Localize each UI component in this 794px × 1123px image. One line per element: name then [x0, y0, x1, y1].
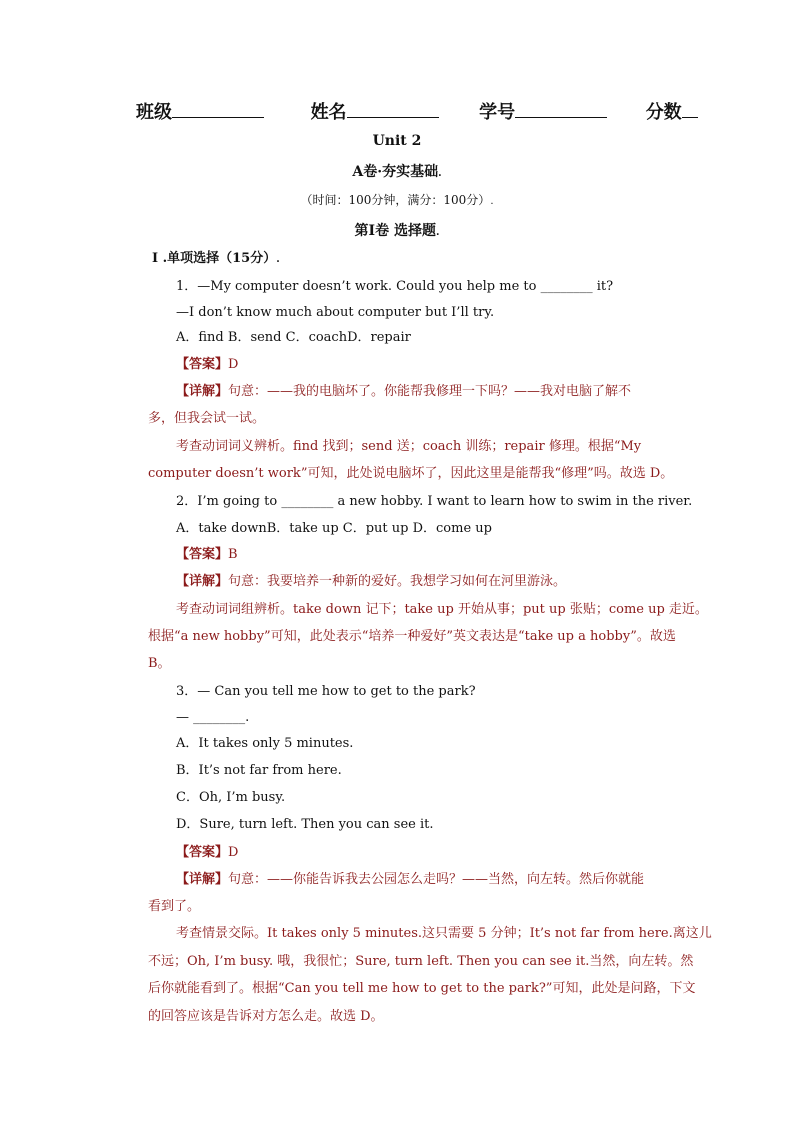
q2-explain: 【详解】句意：我要培养一种新的爱好。我想学习如何在河里游泳。: [176, 574, 567, 589]
q3-explain: 【详解】句意：——你能告诉我去公园怎么走吗？——当然，向左转。然后你就能: [176, 872, 645, 887]
q1-analysis-cont: computer doesn’t work”可知，此处说电脑坏了，因此这里是能帮我“修理”吗。故选 D。: [148, 466, 674, 481]
q2-analysis: 考查动词词组辨析。take down 记下；take up 开始从事；put up 张贴；come up 走近。: [176, 602, 708, 617]
q3-stem: 3．— Can you tell me how to get to the park?: [176, 684, 476, 699]
q3-analysis-cont2: 后你就能看到了。根据“Can you tell me how to get to the park?”可知，此处是问路，下文: [148, 981, 696, 996]
q2-answer: 【答案】B: [176, 547, 238, 562]
q3-stem-reply: — ________.: [176, 710, 250, 725]
q3-explain-cont: 看到了。: [148, 899, 201, 914]
volume-title: 第I卷 选择题.: [354, 223, 440, 239]
q1-answer: 【答案】D: [176, 357, 239, 372]
name-label: 姓名: [310, 102, 347, 123]
q2-stem: 2．I’m going to ________ a new hobby. I want to learn how to swim in the river.: [176, 494, 693, 509]
q3-answer: 【答案】D: [176, 845, 239, 860]
section-heading: I .单项选择（15分）.: [152, 251, 280, 266]
score-blank: [682, 99, 698, 118]
q2-analysis-cont: 根据“a new hobby”可知，此处表示“培养一种爱好”英文表达是“take up a hobby”。故选: [148, 629, 676, 644]
student-id-label: 学号: [479, 102, 516, 123]
q1-stem-reply: —I don’t know much about computer but I’ll try.: [176, 305, 495, 320]
class-blank: [172, 99, 264, 118]
q3-analysis-end: 的回答应该是告诉对方怎么走。故选 D。: [148, 1009, 384, 1024]
q3-option-d: D．Sure, turn left. Then you can see it.: [176, 817, 434, 832]
q3-analysis: 考查情景交际。It takes only 5 minutes.这只需要 5 分钟；It’s not far from here.离这儿: [176, 926, 712, 941]
name-blank: [347, 99, 439, 118]
unit-title: Unit 2: [372, 133, 422, 149]
q3-option-a: A．It takes only 5 minutes.: [176, 736, 354, 751]
student-info-header: [136, 98, 698, 124]
class-label: 班级: [136, 102, 172, 123]
q1-options: A．find B．send C．coachD．repair: [176, 330, 411, 345]
q2-options: A．take downB．take up C．put up D．come up: [176, 521, 492, 536]
q3-option-c: C．Oh, I’m busy.: [176, 790, 286, 805]
part-title: A卷·夯实基础.: [352, 164, 442, 180]
q1-stem: 1．—My computer doesn’t work. Could you help me to ________ it?: [176, 279, 614, 294]
student-id-blank: [515, 99, 607, 118]
q3-option-b: B．It’s not far from here.: [176, 763, 342, 778]
q2-analysis-end: B。: [148, 656, 171, 671]
q1-explain-cont: 多，但我会试一试。: [148, 411, 266, 426]
q3-analysis-cont: 不远；Oh, I’m busy. 哦，我很忙；Sure, turn left. Then you can see it.当然，向左转。然: [148, 954, 694, 969]
time-note: （时间：100分钟，满分：100分）.: [300, 193, 494, 207]
score-label: 分数: [645, 102, 682, 123]
q1-analysis: 考查动词词义辨析。find 找到；send 送；coach 训练；repair 修理。根据“My: [176, 439, 642, 454]
q1-explain: 【详解】句意：——我的电脑坏了。你能帮我修理一下吗？——我对电脑了解不: [176, 384, 632, 399]
